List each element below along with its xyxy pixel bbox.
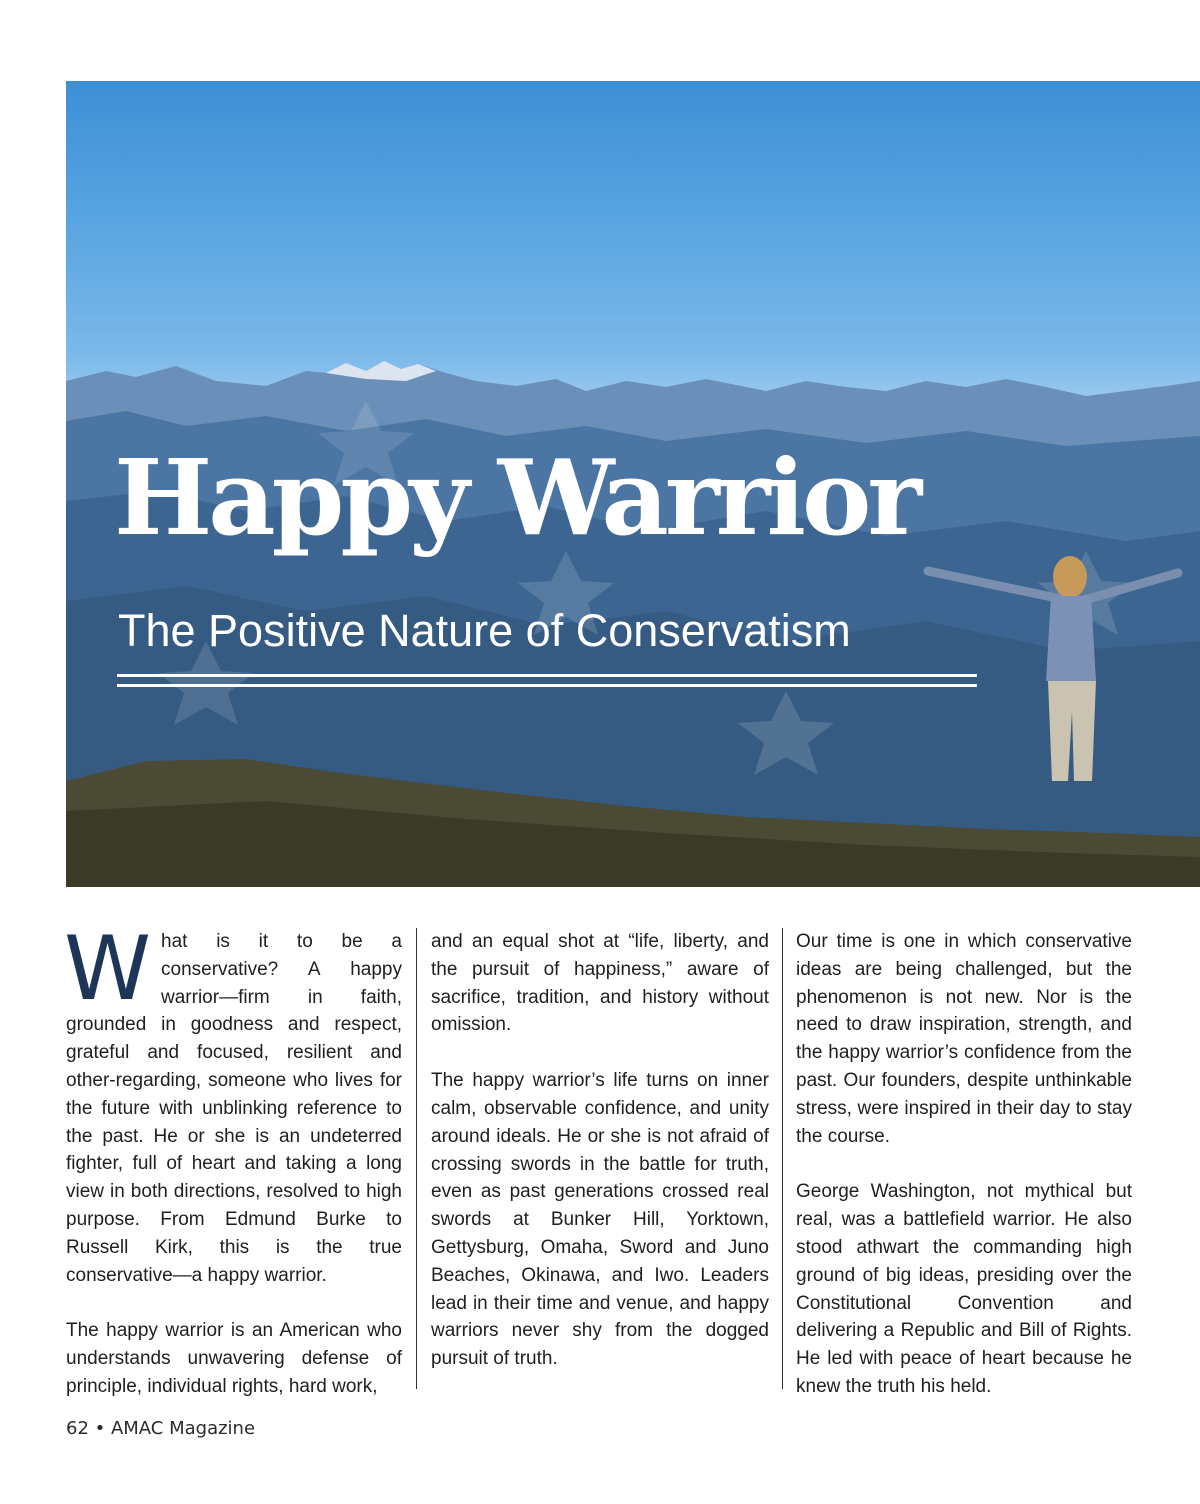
paragraph-text: hat is it to be a conservative? A happy warrior—firm in faith, grounded in goodness and respect, grateful and focused, resilient and other-regarding, someone who lives for the future with unblinking reference to the past. He or she is an undeterred fighter, full of heart and taking a long view in both directions, resolved to high purpose. From Edmund Burke to Russell Kirk, this is the true conservative—a happy warrior.	[66, 931, 402, 1286]
title-underline-top	[117, 674, 977, 677]
dropcap-letter: W	[64, 917, 152, 1020]
hero-image	[66, 81, 1200, 887]
article-paragraph: Our time is one in which conservative ideas are being challenged, but the phenomenon is not new. Nor is the need to draw inspiration, strength, and the happy warrior’s confidence from the past. Our founders, despite unthinkable stress, were inspired in their day to stay the course.	[796, 931, 1132, 1147]
article-paragraph: The happy warrior’s life turns on inner calm, observable confidence, and unity around ideals. He or she is not afraid of crossing swords in the battle for truth, even as past generations crossed real swords at Bunker Hill, Yorktown, Gettysburg, Omaha, Sword and Juno Beaches, Okinawa, and Iwo. Leaders lead in their time and venue, and happy warriors never shy from the dogged pursuit of truth.	[431, 1070, 769, 1370]
article-paragraph: The happy warrior is an American who understands unwavering defense of principle, individual rights, hard work,	[66, 1320, 402, 1397]
article-column-1	[64, 917, 402, 1429]
column-divider	[782, 928, 783, 1389]
page-title: Happy Warrior	[114, 436, 919, 559]
article-paragraph	[64, 917, 402, 1289]
page-folio: 62 • AMAC Magazine	[66, 1418, 256, 1439]
article-paragraph: and an equal shot at “life, liberty, and the pursuit of happiness,” aware of sacrifice, tradition, and history without omission.	[431, 931, 769, 1036]
article-column-3	[796, 928, 1132, 1429]
title-underline-bottom	[117, 684, 977, 687]
article-column-2	[431, 928, 769, 1401]
column-divider	[416, 928, 417, 1389]
article-paragraph: George Washington, not mythical but real, was a battlefield warrior. He also stood athwart the commanding high ground of big ideas, presiding over the Constitutional Convention and delivering a Republic and Bill of Rights. He led with peace of heart because he knew the truth his held.	[796, 1181, 1132, 1397]
page-subtitle: The Positive Nature of Conservatism	[118, 605, 851, 656]
